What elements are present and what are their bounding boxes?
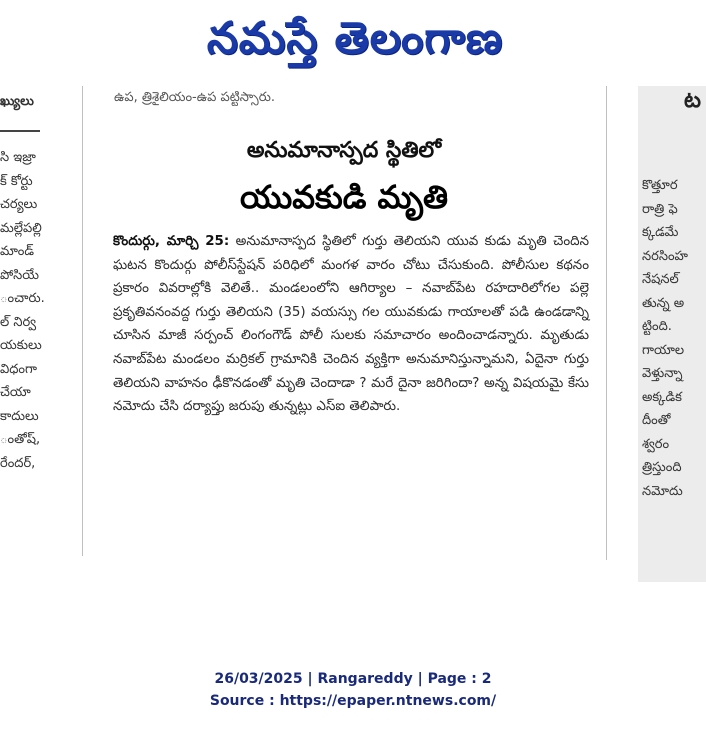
right-line: వెళ్తున్నా <box>642 366 683 381</box>
masthead <box>0 0 706 78</box>
right-line: నరసింహ <box>642 248 688 264</box>
left-line: క్ కోర్టు <box>0 173 33 189</box>
left-line: యకులు <box>0 338 42 353</box>
left-line: విధంగా <box>0 361 37 377</box>
left-column-header: ఖ్యులు <box>0 94 34 109</box>
right-line: ట్టింది. <box>642 319 672 334</box>
right-line: రాత్రి ఫె <box>642 201 678 217</box>
right-line: నేషనల్ <box>642 272 679 287</box>
left-line: చేయా <box>0 385 31 400</box>
article-headline: యువకుడి మృతి <box>239 178 448 216</box>
left-line: ంచారు. <box>0 291 45 306</box>
left-line: రేందర్, <box>0 455 36 471</box>
article-dateline: కొందుర్గు, మార్చి 25: <box>113 234 230 249</box>
left-line: పోసియే <box>0 267 39 283</box>
left-line: మాండ్ <box>0 244 34 259</box>
article-text: అనుమానాస్పద స్థితిలో గుర్తు తెలియని యువ కుడు మృతి చెందిన ఘటన కొందుర్గు పోలీస్‌స్టేషన్ పరిధిలో మంగళ వారం చోటు చేసుకుంది. పోలీసుల కథనం ప్రకారం వివరాల్లోకి వెలితే.. మండలంలోని ఆగిర్యాల – నవాబ్‌పేట రహదారిలోగల పల్లె ప్రకృతివనంవద్ద గుర్తు తెలియని (35) వయస్సు గల యువకుడు గాయాలతో పడి ఉండడాన్ని చూసిన మాజీ సర్పంచ్ లింగంగౌడ్ పోలీ సులకు సమాచారం అందించాడన్నారు. మృతుడు నవాబ్‌పేట మండలం మర్రికల్ గ్రామానికి చెందిన వ్యక్తిగా అనుమానిస్తున్నామని, ఏదైనా గుర్తు తెలియని వాహనం ఢీకొనడంతో మృతి చెందాడా ? మరే దైనా జరిగిందా? అన్న విషయమై కేసు నమోదు చేసి దర్యాప్తు జరుపు తున్నట్లు ఎస్ఐ తెలిపారు. <box>113 234 590 415</box>
left-line: చర్యలు <box>0 197 38 212</box>
left-line: కాదులు <box>0 408 39 424</box>
left-line: మల్లేపల్లి <box>0 220 42 236</box>
column-divider <box>82 86 83 556</box>
column-divider <box>606 86 607 560</box>
right-line: గాయాల <box>642 342 685 358</box>
right-line: కొత్తూర <box>642 178 678 193</box>
left-line: సి ఇజ్రా <box>0 150 36 165</box>
right-line: శ్వరం <box>642 436 670 452</box>
source-link[interactable]: Source : https://epaper.ntnews.com/ <box>209 693 497 709</box>
edition-info: 26/03/2025 | Rangareddy | Page : 2 <box>214 671 492 687</box>
right-column-heading-fragment: ట <box>684 88 701 113</box>
right-line: క్కడమే <box>642 225 679 240</box>
article-body <box>113 230 589 419</box>
left-line: ంతోష్, <box>0 432 41 447</box>
right-column-text <box>642 174 688 503</box>
page-footer <box>0 668 706 712</box>
left-column-text <box>0 146 60 475</box>
right-line: దీంతో <box>642 413 671 428</box>
right-line: నమోదు <box>642 483 683 499</box>
news-article <box>84 86 608 560</box>
left-column-rule <box>0 130 40 132</box>
right-column-fragment <box>638 86 706 582</box>
newspaper-logo: నమస్తే తెలంగాణ <box>206 13 504 64</box>
previous-article-fragment: ఉప, త్రిశైలియం-ఉప పట్టిస్సారు. <box>114 90 276 105</box>
right-line: అక్కడిక <box>642 389 682 405</box>
right-line: తున్న అ <box>642 295 685 311</box>
article-kicker: అనుమానాస్పద స్థితిలో <box>246 138 442 163</box>
left-line: ల్ నిర్వ <box>0 314 37 330</box>
right-line: త్రిస్తుంది <box>642 460 682 475</box>
left-column-fragment <box>0 86 84 556</box>
